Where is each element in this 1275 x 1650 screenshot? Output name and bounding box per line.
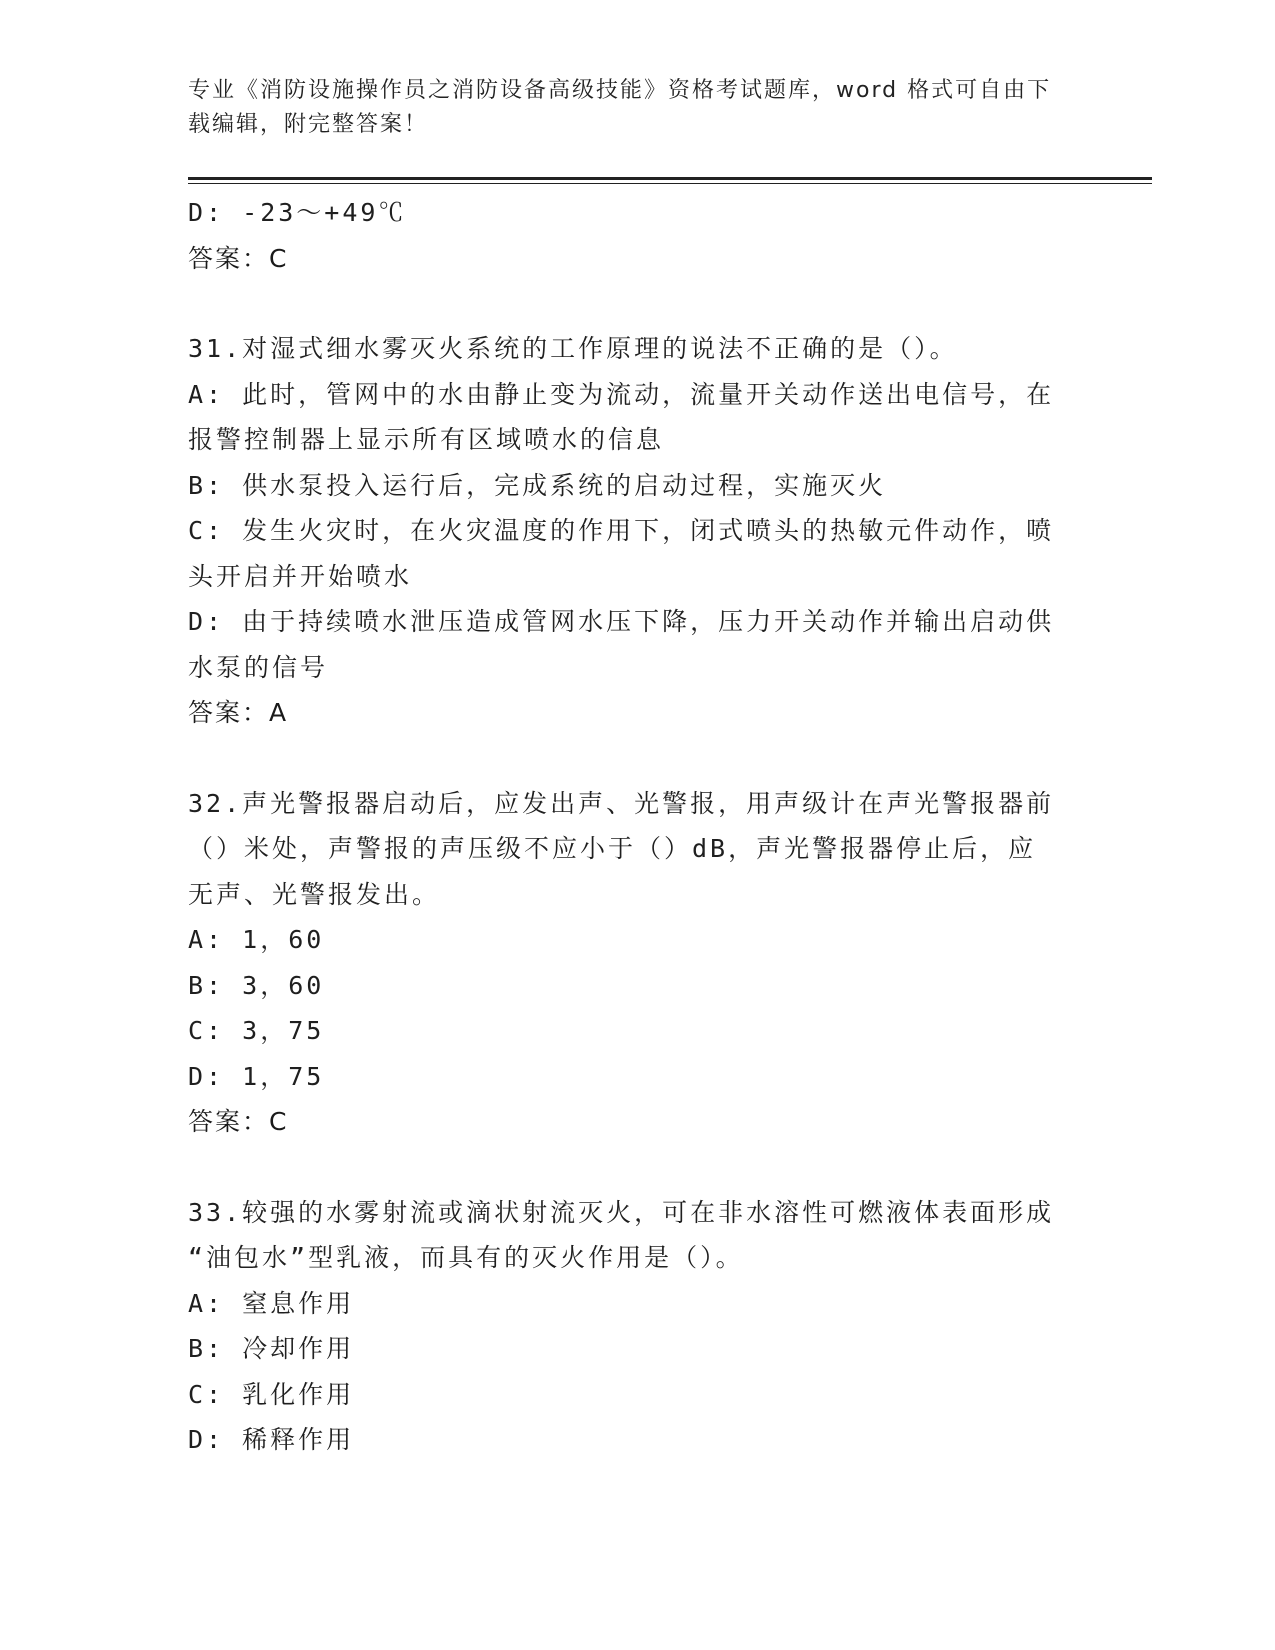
option-a: A: 1，60	[188, 925, 325, 954]
header-divider-thick	[188, 177, 1152, 180]
question-stem: 31.对湿式细水雾灭火系统的工作原理的说法不正确的是（）。	[188, 334, 958, 363]
prev-question-tail	[188, 190, 1068, 281]
header-divider-thin	[188, 183, 1152, 184]
option-c: C: 发生火灾时，在火灾温度的作用下，闭式喷头的热敏元件动作，喷	[188, 516, 1055, 545]
header-line-1: 专业《消防设施操作员之消防设备高级技能》资格考试题库，word 格式可自由下	[188, 78, 1052, 103]
question-stem-cont: 无声、光警报发出。	[188, 879, 441, 909]
question-content	[188, 190, 1068, 1463]
option-d: D: -23～+49℃	[188, 198, 407, 227]
option-a: A: 此时，管网中的水由静止变为流动，流量开关动作送出电信号，在	[188, 379, 1055, 409]
option-b: B: 供水泵投入运行后，完成系统的启动过程，实施灭火	[188, 470, 887, 500]
question-31	[188, 326, 1068, 736]
question-stem-cont: “油包水”型乳液，而具有的灭火作用是（）。	[188, 1243, 744, 1272]
question-stem: 32.声光警报器启动后，应发出声、光警报，用声级计在声光警报器前	[188, 788, 1055, 818]
question-stem-cont: （）米处，声警报的声压级不应小于（）dB，声光警报器停止后，应	[188, 834, 1037, 863]
option-d: D: 稀释作用	[188, 1425, 355, 1454]
question-32	[188, 781, 1068, 1145]
option-d-cont: 水泵的信号	[188, 652, 329, 682]
answer-line: 答案：A	[188, 698, 289, 727]
header-line-2: 载编辑，附完整答案！	[188, 112, 429, 137]
document-header	[188, 74, 1068, 142]
answer-line: 答案：C	[188, 243, 289, 273]
option-c-cont: 头开启并开始喷水	[188, 561, 413, 591]
option-c: C: 3，75	[188, 1016, 325, 1045]
option-d: D: 由于持续喷水泄压造成管网水压下降，压力开关动作并输出启动供	[188, 607, 1055, 636]
option-d: D: 1，75	[188, 1061, 325, 1091]
answer-line: 答案：C	[188, 1107, 289, 1136]
question-stem: 33.较强的水雾射流或滴状射流灭火，可在非水溶性可燃液体表面形成	[188, 1197, 1055, 1227]
option-b: B: 冷却作用	[188, 1334, 355, 1363]
question-33	[188, 1190, 1068, 1463]
option-a: A: 窒息作用	[188, 1288, 355, 1318]
option-b: B: 3，60	[188, 970, 325, 1000]
option-c: C: 乳化作用	[188, 1379, 355, 1409]
option-a-cont: 报警控制器上显示所有区域喷水的信息	[188, 425, 665, 454]
